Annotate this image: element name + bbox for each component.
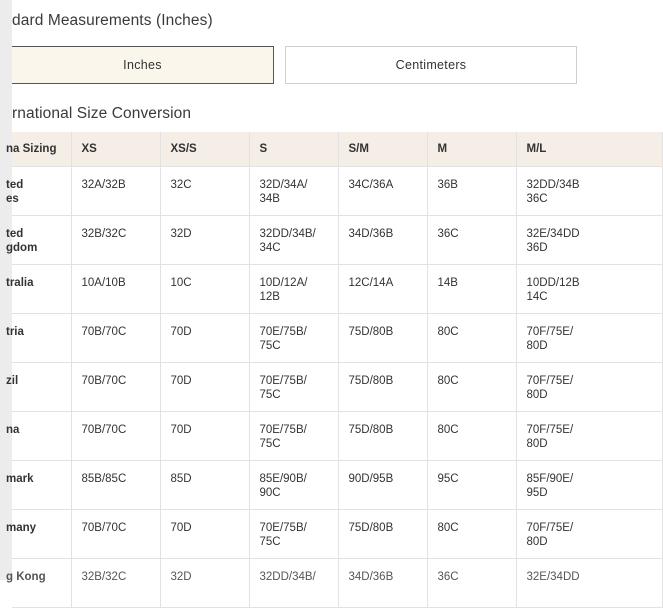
- size-cell: 34C/36A: [338, 166, 427, 215]
- size-cell: 70D: [160, 362, 249, 411]
- size-cell: 80C: [427, 362, 516, 411]
- region-label: ted es: [12, 166, 71, 215]
- column-header: S/M: [338, 132, 427, 166]
- region-label: na: [12, 411, 71, 460]
- size-cell: 10D/12A/ 12B: [249, 264, 338, 313]
- size-cell: 34D/36B: [338, 215, 427, 264]
- size-cell: 32E/34DD: [516, 558, 662, 607]
- table-row: [12, 460, 662, 509]
- table-row: [12, 264, 662, 313]
- column-header: M/L: [516, 132, 662, 166]
- size-cell: 70F/75E/ 80D: [516, 411, 662, 460]
- size-cell: 70D: [160, 411, 249, 460]
- size-cell: 32A/32B: [71, 166, 160, 215]
- table-row: [12, 362, 662, 411]
- column-header: XS: [71, 132, 160, 166]
- size-cell: 75D/80B: [338, 362, 427, 411]
- size-cell: 12C/14A: [338, 264, 427, 313]
- table-row: [12, 509, 662, 558]
- size-cell: 32D: [160, 215, 249, 264]
- size-cell: 10C: [160, 264, 249, 313]
- column-header: M: [427, 132, 516, 166]
- size-cell: 85F/90E/ 95D: [516, 460, 662, 509]
- size-cell: 95C: [427, 460, 516, 509]
- size-cell: 80C: [427, 313, 516, 362]
- column-header: S: [249, 132, 338, 166]
- size-cell: 32C: [160, 166, 249, 215]
- region-label: ted gdom: [12, 215, 71, 264]
- table-row: [12, 166, 662, 215]
- size-cell: 70B/70C: [71, 313, 160, 362]
- region-label: tria: [12, 313, 71, 362]
- size-cell: 32D/34A/ 34B: [249, 166, 338, 215]
- size-cell: 70F/75E/ 80D: [516, 362, 662, 411]
- size-cell: 75D/80B: [338, 411, 427, 460]
- centimeters-button[interactable]: Centimeters: [285, 46, 577, 84]
- size-cell: 10A/10B: [71, 264, 160, 313]
- size-cell: 85E/90B/ 90C: [249, 460, 338, 509]
- size-cell: 75D/80B: [338, 313, 427, 362]
- size-cell: 80C: [427, 411, 516, 460]
- size-cell: 32E/34DD 36D: [516, 215, 662, 264]
- size-cell: 36B: [427, 166, 516, 215]
- size-cell: 36C: [427, 558, 516, 607]
- size-cell: 70F/75E/ 80D: [516, 313, 662, 362]
- size-cell: 32DD/34B/ 34C: [249, 215, 338, 264]
- region-label: tralia: [12, 264, 71, 313]
- standard-measurements-heading: dard Measurements (Inches): [12, 12, 213, 29]
- size-cell: 70E/75B/ 75C: [249, 509, 338, 558]
- size-cell: 70E/75B/ 75C: [249, 362, 338, 411]
- size-cell: 70E/75B/ 75C: [249, 411, 338, 460]
- region-label: zil: [12, 362, 71, 411]
- region-label: mark: [12, 460, 71, 509]
- size-cell: 70E/75B/ 75C: [249, 313, 338, 362]
- region-label: g Kong: [12, 558, 71, 607]
- size-cell: 70B/70C: [71, 509, 160, 558]
- size-cell: 14B: [427, 264, 516, 313]
- table-row: [12, 558, 662, 607]
- size-cell: 32B/32C: [71, 558, 160, 607]
- column-header: XS/S: [160, 132, 249, 166]
- table-header-row: [12, 132, 662, 166]
- table-row: [12, 215, 662, 264]
- size-cell: 32DD/34B/: [249, 558, 338, 607]
- inches-button[interactable]: Inches: [12, 46, 274, 84]
- size-cell: 32DD/34B 36C: [516, 166, 662, 215]
- size-cell: 70F/75E/ 80D: [516, 509, 662, 558]
- international-size-conversion-heading: rnational Size Conversion: [12, 105, 192, 122]
- size-cell: 34D/36B: [338, 558, 427, 607]
- size-cell: 70D: [160, 509, 249, 558]
- size-cell: 85B/85C: [71, 460, 160, 509]
- size-cell: 80C: [427, 509, 516, 558]
- size-cell: 90D/95B: [338, 460, 427, 509]
- size-cell: 85D: [160, 460, 249, 509]
- size-cell: 70B/70C: [71, 411, 160, 460]
- region-label: many: [12, 509, 71, 558]
- size-cell: 32D: [160, 558, 249, 607]
- size-conversion-table: [6, 132, 580, 583]
- size-cell: 32B/32C: [71, 215, 160, 264]
- size-cell: 70D: [160, 313, 249, 362]
- page-edge: [0, 0, 12, 580]
- table-row: [12, 411, 662, 460]
- column-header: na Sizing: [12, 132, 71, 166]
- size-cell: 10DD/12B 14C: [516, 264, 662, 313]
- size-cell: 36C: [427, 215, 516, 264]
- size-cell: 70B/70C: [71, 362, 160, 411]
- table-row: [12, 313, 662, 362]
- size-cell: 75D/80B: [338, 509, 427, 558]
